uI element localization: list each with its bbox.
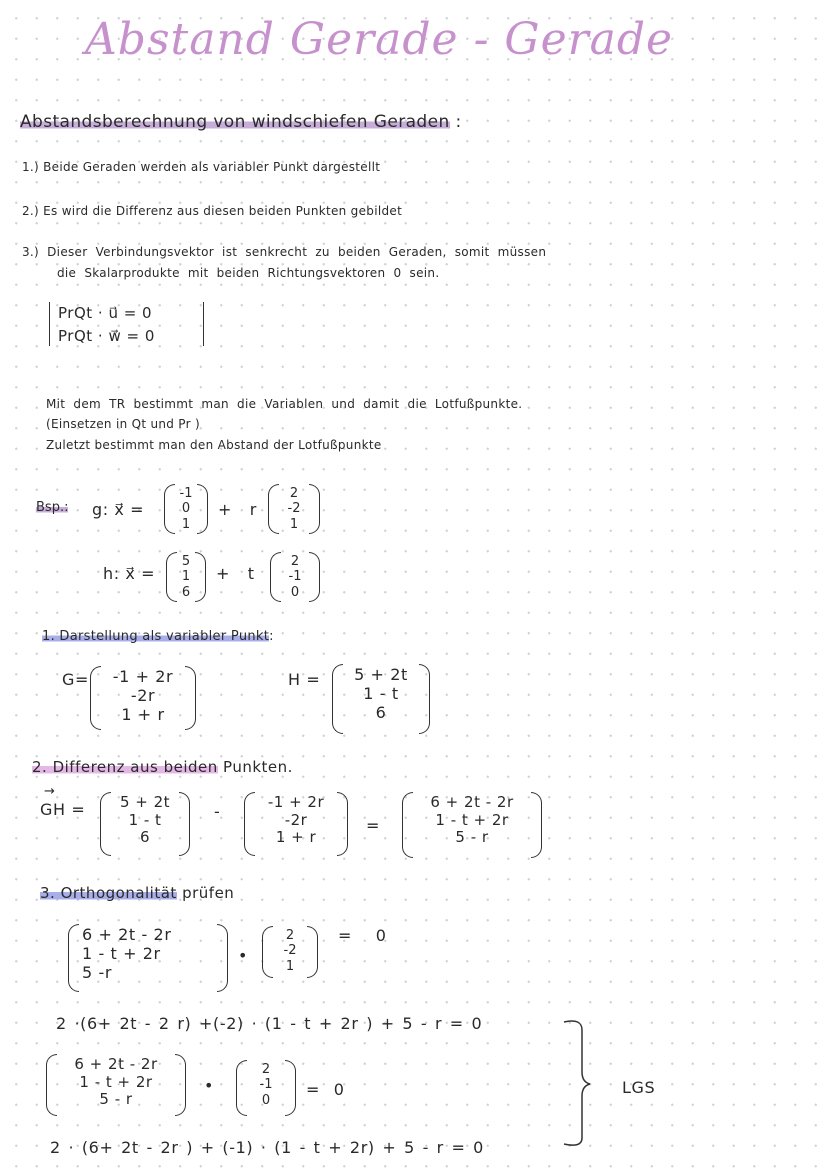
vector-entry: 5 -r bbox=[82, 962, 113, 982]
equation-2: 2 · (6+ 2t - 2r ) + (-1) · (1 - t + 2r) + 5 - r = 0 bbox=[50, 1138, 484, 1157]
vector-entry: -2r bbox=[130, 685, 156, 705]
step-3: 3.) Dieser Verbindungsvektor ist senkrecht zu beiden Geraden, somit müssen bbox=[22, 245, 547, 259]
GH-result-vector bbox=[402, 792, 542, 858]
section3-heading-tail: prüfen bbox=[182, 884, 235, 902]
vector-entry: 5 + 2t bbox=[354, 665, 408, 684]
example-label bbox=[36, 500, 68, 515]
vector-entry: 2 bbox=[261, 1062, 271, 1077]
orthogonality-vector bbox=[68, 924, 228, 992]
vector-entry: 1 bbox=[181, 569, 191, 585]
h-support-vector bbox=[166, 552, 206, 602]
example-label-text: Bsp.: bbox=[36, 500, 69, 515]
vector-entry: -1 bbox=[288, 569, 302, 585]
section2-heading-tail: Punkten. bbox=[223, 758, 293, 776]
vector-entry: 1 bbox=[181, 516, 191, 532]
step-3-continued: die Skalarprodukte mit beiden Richtungsvektoren 0 sein. bbox=[57, 266, 440, 280]
h-param: + t bbox=[216, 564, 255, 583]
dot-operator-2: • bbox=[204, 1076, 215, 1095]
vector-entry: 6 + 2t - 2r bbox=[82, 925, 172, 944]
system-equation-1: PrQt · u⃗ = 0 bbox=[58, 304, 153, 322]
vector-entry: -2 bbox=[287, 501, 301, 517]
system-equation-2: PrQt · w⃗ = 0 bbox=[58, 327, 155, 345]
equals-zero-1: = 0 bbox=[338, 926, 387, 945]
vector-entry: 1 - t + 2r bbox=[435, 810, 509, 829]
vector-entry: -1 bbox=[179, 486, 193, 501]
vector-entry: 5 + 2t bbox=[119, 793, 171, 811]
right-curly-brace bbox=[560, 1016, 600, 1150]
h-prefix: h: x⃗ = bbox=[103, 564, 156, 583]
heading-suffix: : bbox=[455, 112, 462, 132]
vector-entry: -1 bbox=[259, 1077, 273, 1093]
vector-entry: 1 - t bbox=[128, 810, 162, 829]
section3-heading bbox=[40, 884, 234, 902]
system-bar-left bbox=[49, 302, 50, 346]
page-title: Abstand Gerade - Gerade bbox=[85, 14, 674, 65]
g-direction-vector bbox=[268, 484, 320, 534]
section2-heading-text: 2. Differenz aus beiden bbox=[32, 758, 218, 776]
GH-label: GH = bbox=[40, 800, 86, 819]
gh-arrow: → bbox=[44, 784, 55, 799]
g-param: + r bbox=[218, 500, 257, 519]
vector-entry: 0 bbox=[181, 501, 191, 517]
lgs-label: LGS bbox=[622, 1078, 656, 1097]
G-vector bbox=[90, 666, 196, 730]
vector-entry: 0 bbox=[290, 584, 300, 600]
section2-heading bbox=[32, 758, 293, 776]
vector-entry: 5 - r bbox=[455, 828, 489, 847]
vector-entry: 1 + r bbox=[121, 704, 165, 724]
vector-entry: 5 bbox=[181, 554, 191, 569]
vector-entry: 1 - t + 2r bbox=[79, 1072, 153, 1091]
H-vector-in-difference bbox=[100, 792, 190, 856]
G-vector-in-difference bbox=[244, 792, 348, 856]
vector-entry: 1 bbox=[289, 516, 299, 532]
H-label: H = bbox=[288, 670, 321, 689]
minus-sign: - bbox=[214, 802, 221, 821]
step-2: 2.) Es wird die Differenz aus diesen beiden Punkten gebildet bbox=[22, 204, 403, 218]
section1-heading-text: 1. Darstellung als variabler Punkt bbox=[42, 629, 270, 644]
vector-entry: 1 - t + 2r bbox=[82, 943, 161, 963]
equals-zero-2: = 0 bbox=[306, 1080, 345, 1099]
h-direction-vector bbox=[270, 552, 320, 602]
g-prefix: g: x⃗ = bbox=[92, 500, 145, 519]
vector-entry: 2 bbox=[290, 554, 300, 569]
vector-entry: 6 bbox=[375, 702, 387, 722]
vector-entry: -2 bbox=[283, 943, 297, 959]
vector-entry: -1 + 2r bbox=[267, 793, 325, 811]
section-heading bbox=[20, 112, 462, 132]
vector-entry: 0 bbox=[261, 1092, 271, 1108]
section3-heading-text: 3. Orthogonalität bbox=[40, 884, 177, 902]
section1-heading bbox=[42, 629, 274, 644]
g-support-vector bbox=[164, 484, 208, 534]
vector-entry: 6 + 2t - 2r bbox=[430, 793, 514, 811]
vector-entry: 6 + 2t - 2r bbox=[74, 1055, 158, 1073]
vector-entry: 6 bbox=[181, 584, 191, 600]
note-2: (Einsetzen in Qt und Pr ) bbox=[46, 417, 200, 431]
vector-entry: 2 bbox=[289, 486, 299, 501]
vector-entry: 1 + r bbox=[275, 828, 317, 847]
equation-1: 2 ·(6+ 2t - 2 r) +(-2) · (1 - t + 2r ) + 5 - r = 0 bbox=[56, 1014, 483, 1033]
G-label: G= bbox=[62, 670, 90, 689]
heading-text: Abstandsberechnung von windschiefen Geraden bbox=[20, 112, 450, 132]
vector-entry: -1 + 2r bbox=[112, 667, 174, 686]
system-bar-right bbox=[203, 302, 204, 346]
h-direction-vector-check bbox=[236, 1060, 296, 1116]
vector-entry: 6 bbox=[139, 828, 151, 847]
vector-entry: 1 - t bbox=[363, 683, 399, 703]
vector-entry: 5 - r bbox=[99, 1090, 133, 1109]
section1-heading-suffix: : bbox=[269, 629, 274, 644]
H-vector bbox=[332, 664, 430, 734]
note-1: Mit dem TR bestimmt man die Variablen und damit die Lotfußpunkte. bbox=[46, 397, 523, 411]
vector-entry: 2 bbox=[285, 928, 295, 943]
vector-entry: 1 bbox=[285, 958, 295, 974]
note-3: Zuletzt bestimmt man den Abstand der Lotfußpunkte bbox=[46, 438, 382, 452]
vector-entry: -2r bbox=[284, 810, 308, 829]
orthogonality-vector-2 bbox=[46, 1054, 186, 1116]
equals-sign: = bbox=[366, 816, 381, 835]
g-direction-vector-check bbox=[262, 926, 318, 978]
step-1: 1.) Beide Geraden werden als variabler Punkt dargestellt bbox=[22, 160, 381, 174]
dot-operator: • bbox=[238, 946, 249, 965]
